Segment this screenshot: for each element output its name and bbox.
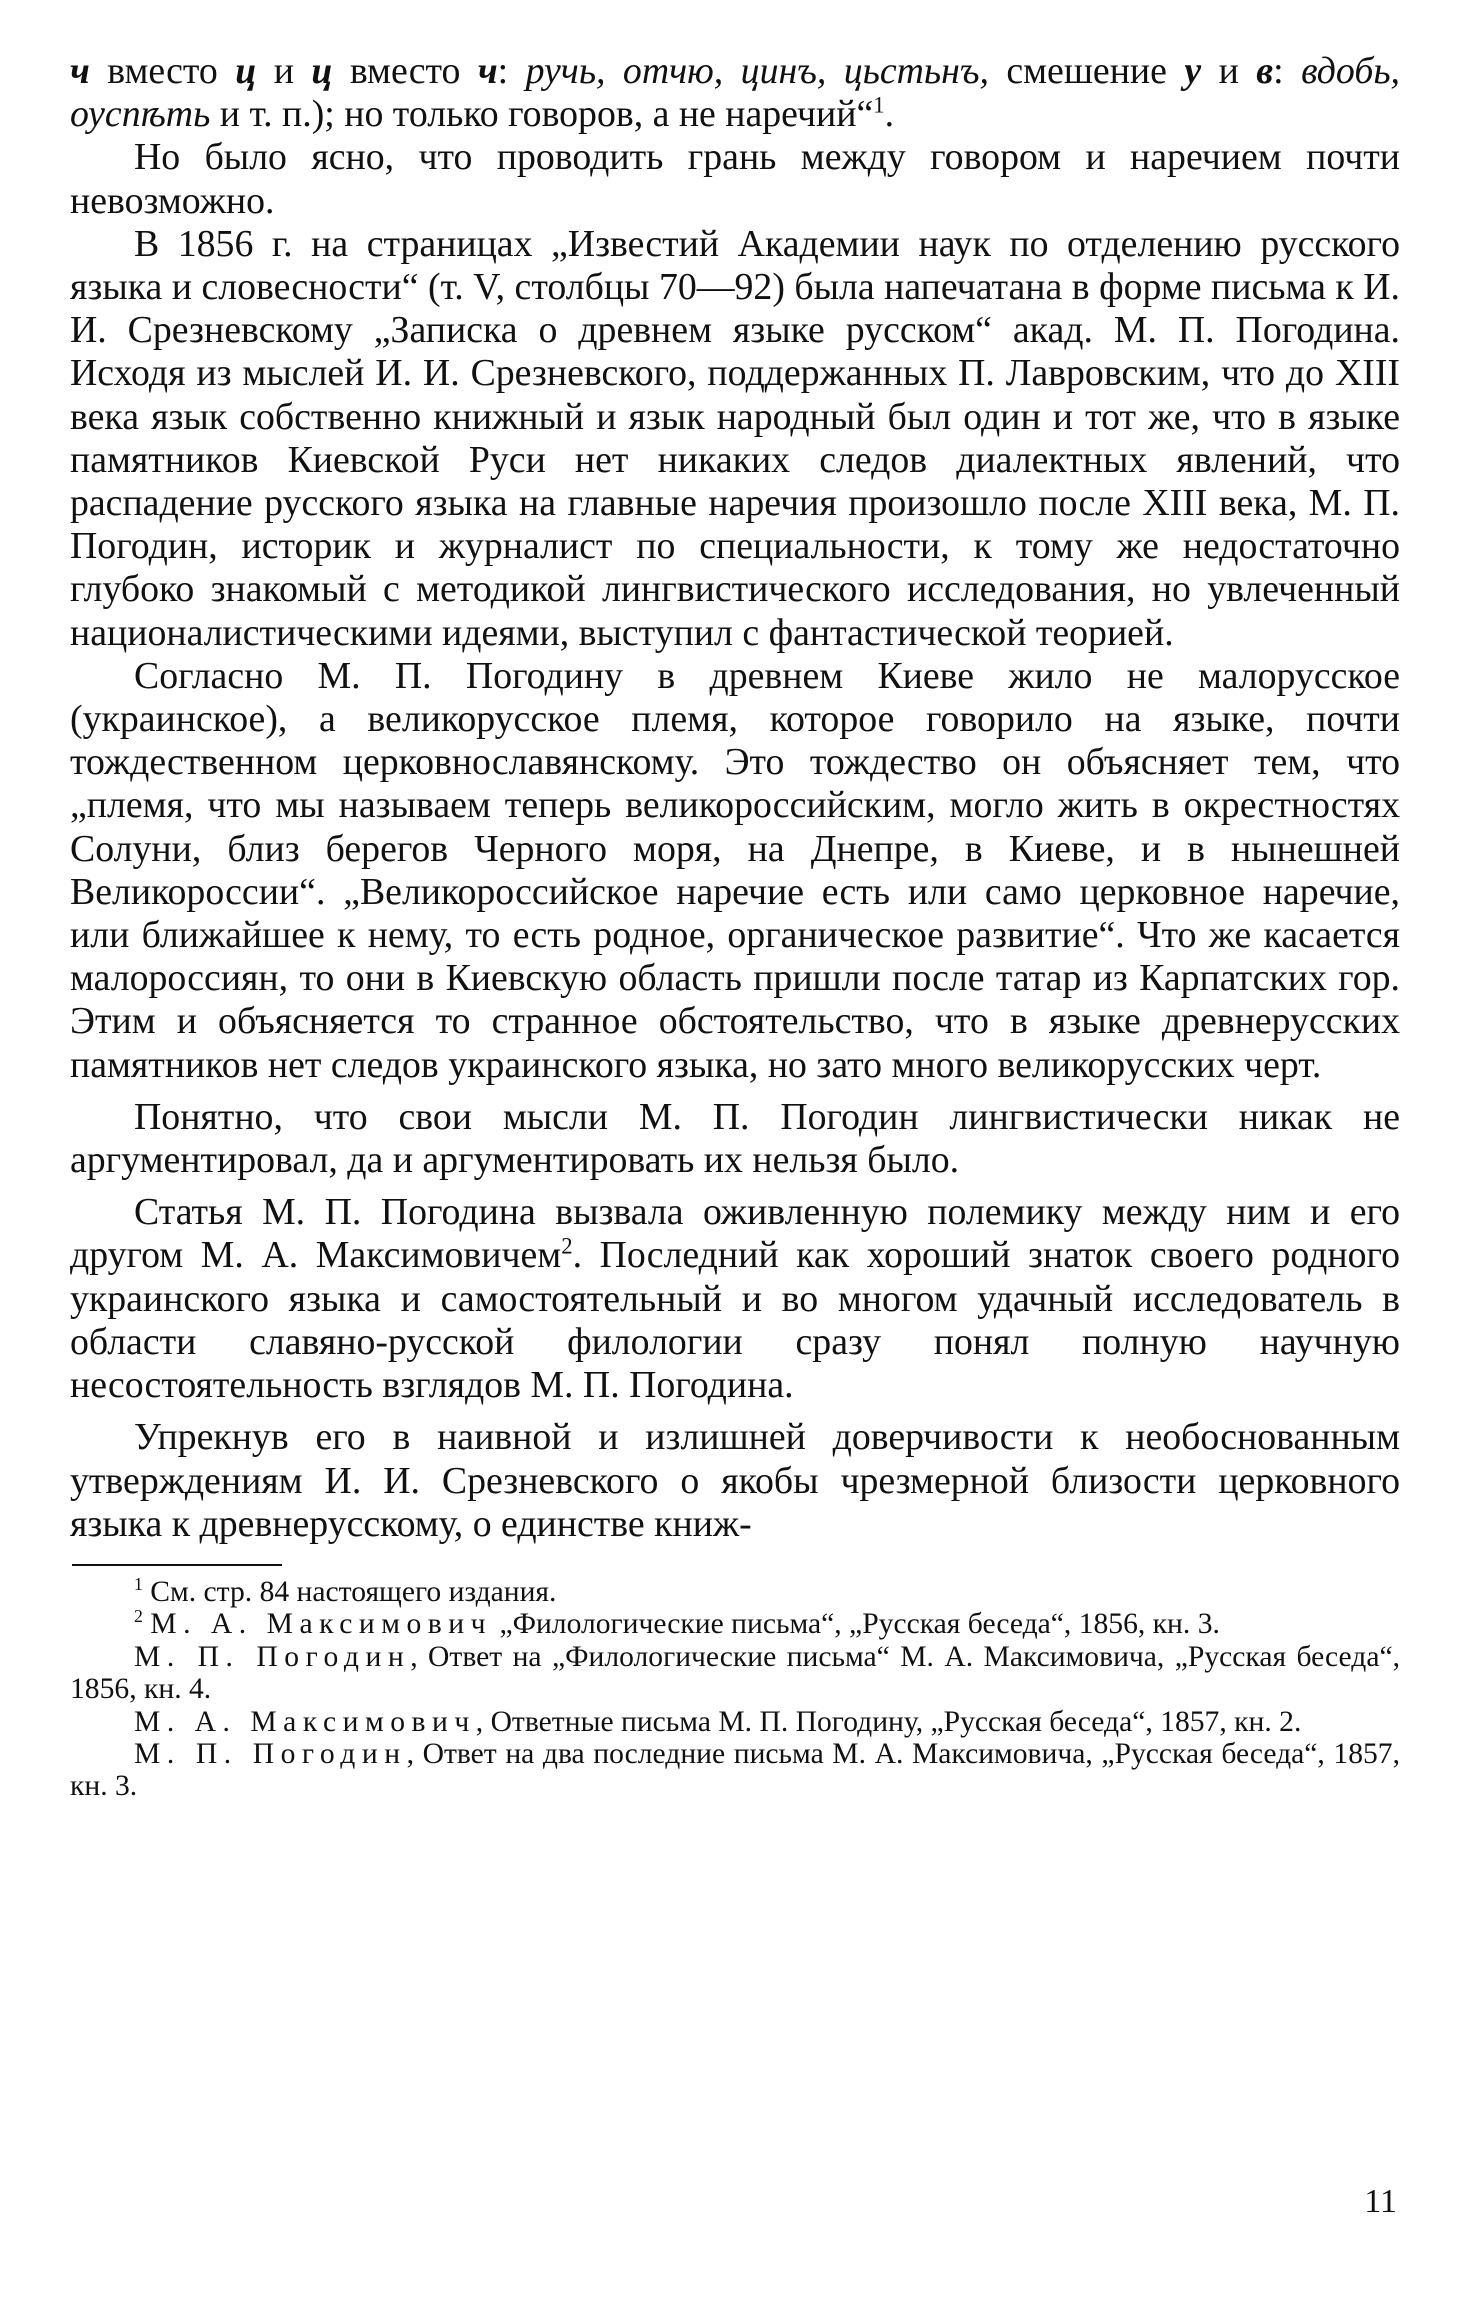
footnote-ref-1: 1 (873, 92, 885, 118)
footnote-text: „Филологические письма“, „Русская беседа“, 1856, кн. 3. (499, 1608, 1220, 1641)
paragraph-7: Упрекнув его в наивной и излишней доверчивости к необоснованным утверждениям И. И. Срезневского о якобы чрезмерной близости церковного языка к древнерусскому, о единстве книж- (70, 1416, 1400, 1545)
word-examples: ручь, отчю, цинъ, цьстьнъ, (525, 50, 989, 92)
footnote-number: 1 (134, 1574, 143, 1595)
footnote-text: См. стр. 84 настоящего издания. (150, 1575, 557, 1608)
footnote-4 (70, 1706, 1400, 1738)
footnote-author: М. П. Погодин (134, 1737, 407, 1770)
text-run: . Последний как хороший знаток своего родного украинского языка и самостоятельный и во многом удачный исследователь в области славяно-русской филологии сразу понял полную научную несостоятельность взглядов М. П. Погодина. (70, 1234, 1400, 1407)
footnote-text: , Ответ на два последние письма М. А. Максимовича, „Русская беседа“, 1857, кн. 3. (70, 1737, 1400, 1803)
paragraph-1 (70, 50, 1400, 136)
paragraph-6 (70, 1191, 1400, 1407)
paragraph-3: В 1856 г. на страницах „Известий Академии наук по отделению русского языка и словесности“ (т. V, столбцы 70—92) была напечатана в форме письма к И. И. Срезневскому „Записка о древнем языке русском“ акад. М. П. Погодина. Исходя из мыслей И. И. Срезневского, поддержанных П. Лавровским, что до XIII века язык собственно книжный и язык народный был один и тот же, что в языке памятников Киевской Руси нет никаких следов диалектных явлений, что распадение русского языка на главные наречия произошло после XIII века, М. П. Погодин, историк и журналист по специальности, к тому же недостаточно глубоко знакомый с методикой лингвистического исследования, но увлеченный националистическими идеями, выступил с фантастической теорией. (70, 222, 1400, 654)
letter-example: ч (70, 50, 90, 92)
footnote-3 (70, 1641, 1400, 1706)
footnote-author: М. П. Погодин (134, 1640, 411, 1673)
text-run: . (884, 93, 895, 136)
footnote-text: , Ответ на „Филологические письма“ М. А. Максимовича, „Русская беседа“, 1856, кн. 4. (70, 1640, 1400, 1706)
footnote-author: М. А. Максимович (134, 1705, 476, 1738)
text-run: вместо (89, 50, 236, 92)
text-run: и т. п.); но только говоров, а не наречий“ (210, 93, 874, 136)
footnote-2 (70, 1608, 1400, 1640)
text-run: : (497, 50, 526, 92)
footnotes (70, 1576, 1400, 1803)
footnote-author: М. А. Максимович (150, 1608, 493, 1641)
letter-example: ц (311, 50, 333, 92)
text-run: и (256, 50, 312, 92)
main-text (70, 50, 1400, 1546)
footnote-text: , Ответные письма М. П. Погодину, „Русская беседа“, 1857, кн. 2. (475, 1705, 1302, 1738)
paragraph-2: Но было ясно, что проводить грань между говором и наречием почти невозможно. (70, 136, 1400, 222)
letter-example: ц (235, 50, 257, 92)
letter-example: ч (477, 50, 498, 92)
paragraph-5: Понятно, что свои мысли М. П. Погодин лингвистически никак не аргументировал, да и аргументировать их нельзя было. (70, 1095, 1400, 1182)
footnote-ref-2: 2 (561, 1233, 573, 1259)
word-examples: вдобь, оуспѣть (70, 50, 1400, 136)
footnote-1 (70, 1576, 1400, 1608)
letter-example: у (1184, 50, 1202, 92)
footnote-rule (72, 1564, 282, 1566)
paragraph-4: Согласно М. П. Погодину в древнем Киеве жило не малорусское (украинское), а великорусское племя, которое говорило на языке, почти тождественном церковнославянскому. Это тождество он объясняет тем, что „племя, что мы называем теперь великороссийским, могло жить в окрестностях Солуни, близ берегов Черного моря, на Днепре, в Киеве, и в нынешней Великороссии“. „Великороссийское наречие есть или само церковное наречие, или ближайшее к нему, то есть родное, органическое развитие“. Что же касается малороссиян, то они в Киевскую область пришли после татар из Карпатских гор. Этим и объясняется то странное обстоятельство, что в языке древнерусских памятников нет следов украинского языка, но зато много великорусских черт. (70, 654, 1400, 1086)
footnote-number: 2 (134, 1606, 143, 1627)
text-run: вместо (332, 50, 478, 92)
page (70, 50, 1400, 1803)
text-run: смешение (988, 50, 1185, 92)
text-run: Статья М. П. Погодина вызвала оживленную полемику между ним и его другом М. А. Максимовичем (70, 1191, 1400, 1277)
letter-example: в (1256, 50, 1274, 92)
footnote-5 (70, 1738, 1400, 1803)
text-run: : (1273, 50, 1302, 92)
page-number: 11 (1364, 2183, 1397, 2220)
text-run: и (1201, 50, 1257, 92)
